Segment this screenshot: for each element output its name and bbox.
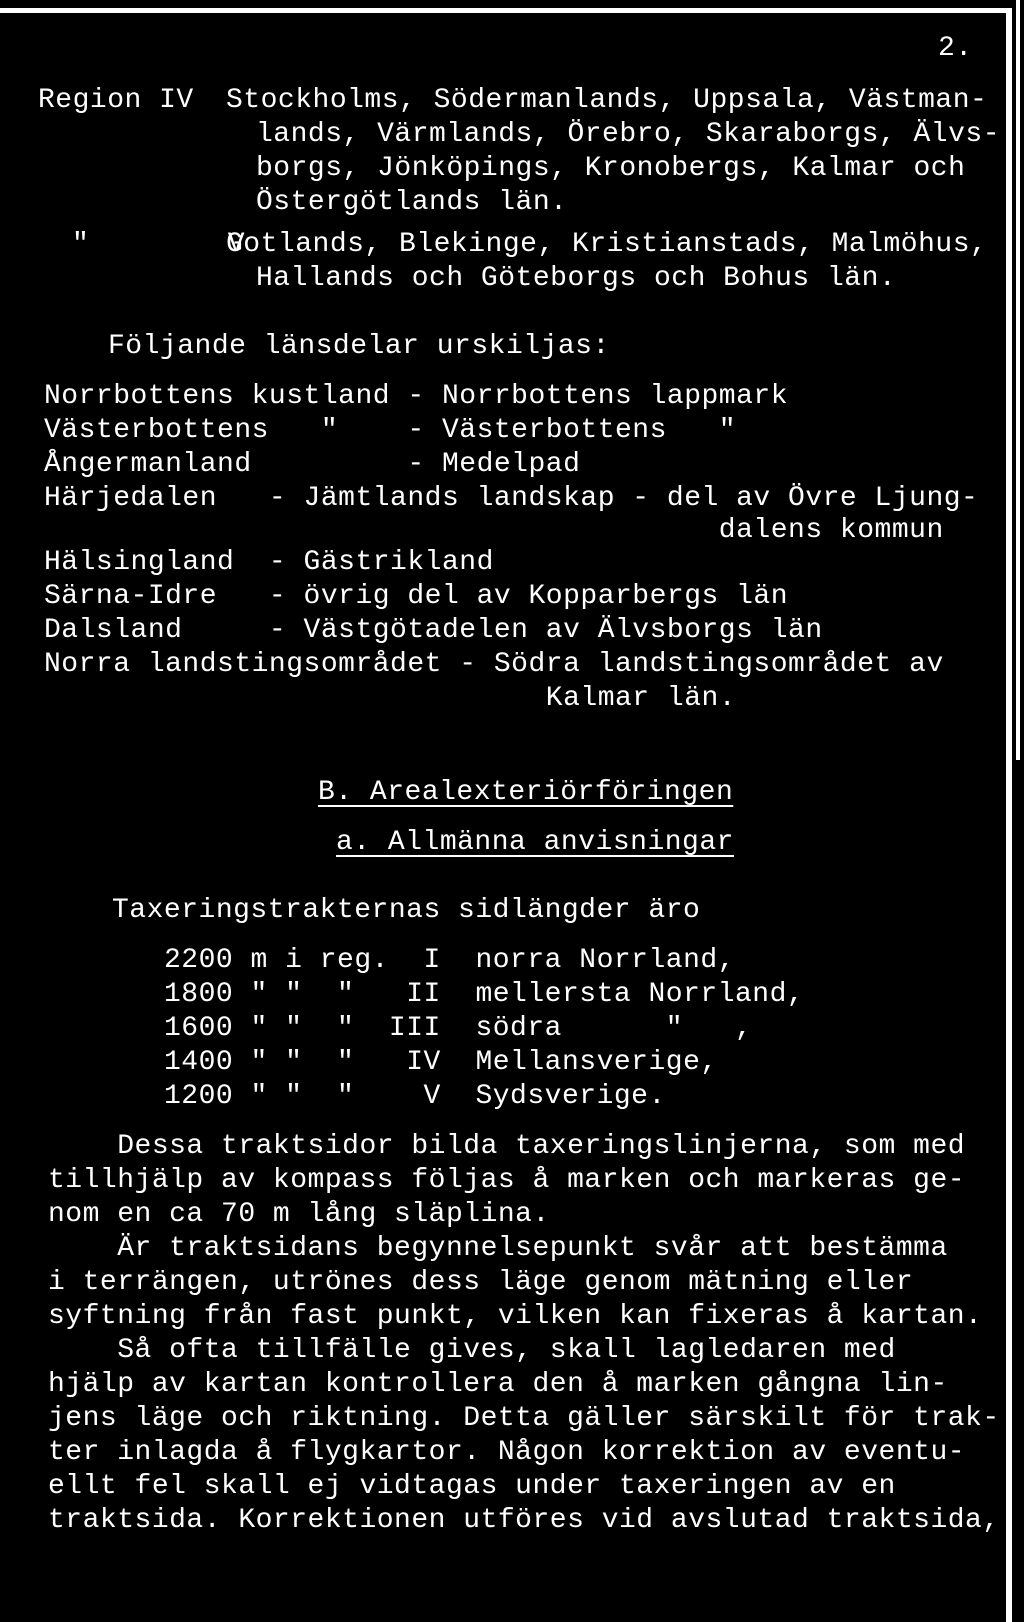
subdivision-row: dalens kommun bbox=[44, 515, 944, 546]
paragraph-line: nom en ca 70 m lång släplina. bbox=[48, 1199, 550, 1230]
region-label: Region IV bbox=[38, 85, 194, 116]
paragraph-line: ellt fel skall ej vidtagas under taxeringen av en bbox=[48, 1471, 896, 1502]
region-text-line: Stockholms, Södermanlands, Uppsala, Västman- bbox=[226, 85, 988, 116]
paragraph-line: Är traktsidans begynnelsepunkt svår att bestämma bbox=[48, 1233, 948, 1264]
side-length-row: 1800 " " " II mellersta Norrland, bbox=[164, 979, 805, 1010]
region-text-line: borgs, Jönköpings, Kronobergs, Kalmar och bbox=[256, 153, 966, 184]
region-text-line: Östergötlands län. bbox=[256, 187, 568, 218]
paragraph-line: Dessa traktsidor bilda taxeringslinjerna, som med bbox=[48, 1131, 966, 1162]
paragraph-line: hjälp av kartan kontrollera den å marken gångna lin- bbox=[48, 1369, 948, 1400]
region-text-line: lands, Värmlands, Örebro, Skaraborgs, Älvs- bbox=[256, 119, 1001, 150]
paragraph-line: traktsida. Korrektionen utföres vid avslutad traktsida, bbox=[48, 1505, 1000, 1536]
region-text-line: Gotlands, Blekinge, Kristianstads, Malmöhus, bbox=[226, 229, 988, 260]
side-length-row: 1600 " " " III södra " , bbox=[164, 1013, 753, 1044]
page-edge-mark bbox=[1016, 0, 1020, 760]
region-text-line: Hallands och Göteborgs och Bohus län. bbox=[256, 263, 897, 294]
paragraph-line: i terrängen, utrönes dess läge genom mätning eller bbox=[48, 1267, 914, 1298]
subdivision-row: Norrbottens kustland - Norrbottens lappmark bbox=[44, 381, 789, 412]
subdivision-row: Norra landstingsområdet - Södra landstingsområdet av bbox=[44, 649, 944, 680]
paragraph-line: tillhjälp av kompass följas å marken och markeras ge- bbox=[48, 1165, 966, 1196]
side-length-row: 1400 " " " IV Mellansverige, bbox=[164, 1047, 718, 1078]
page-border-right bbox=[1006, 8, 1012, 1622]
paragraph-line: ter inlagda å flygkartor. Någon korrektion av eventu- bbox=[48, 1437, 966, 1468]
subdivision-row: Ångermanland - Medelpad bbox=[44, 449, 581, 480]
section-subheading: a. Allmänna anvisningar bbox=[336, 827, 734, 858]
paragraph-line: jens läge och riktning. Detta gäller särskilt för trak- bbox=[48, 1403, 1000, 1434]
section-heading: B. Arealexteriörföringen bbox=[318, 777, 734, 808]
subdivision-row: Västerbottens " - Västerbottens " bbox=[44, 415, 737, 446]
subdivisions-intro: Följande länsdelar urskiljas: bbox=[108, 331, 610, 362]
side-lengths-intro: Taxeringstrakternas sidlängder äro bbox=[112, 895, 701, 926]
subdivision-row: Särna-Idre - övrig del av Kopparbergs län bbox=[44, 581, 789, 612]
paragraph-line: syftning från fast punkt, vilken kan fixeras å kartan. bbox=[48, 1301, 983, 1332]
subdivision-row: Hälsingland - Gästrikland bbox=[44, 547, 494, 578]
subdivision-row: Kalmar län. bbox=[44, 683, 737, 714]
side-length-row: 2200 m i reg. I norra Norrland, bbox=[164, 945, 735, 976]
page-number: 2. bbox=[938, 33, 973, 64]
page-border-top bbox=[0, 8, 1010, 13]
side-length-row: 1200 " " " V Sydsverige. bbox=[164, 1081, 666, 1112]
subdivision-row: Härjedalen - Jämtlands landskap - del av Övre Ljung- bbox=[44, 483, 979, 514]
subdivision-row: Dalsland - Västgötadelen av Älvsborgs län bbox=[44, 615, 823, 646]
region-label: " V bbox=[72, 229, 246, 260]
paragraph-line: Så ofta tillfälle gives, skall lagledaren med bbox=[48, 1335, 896, 1366]
